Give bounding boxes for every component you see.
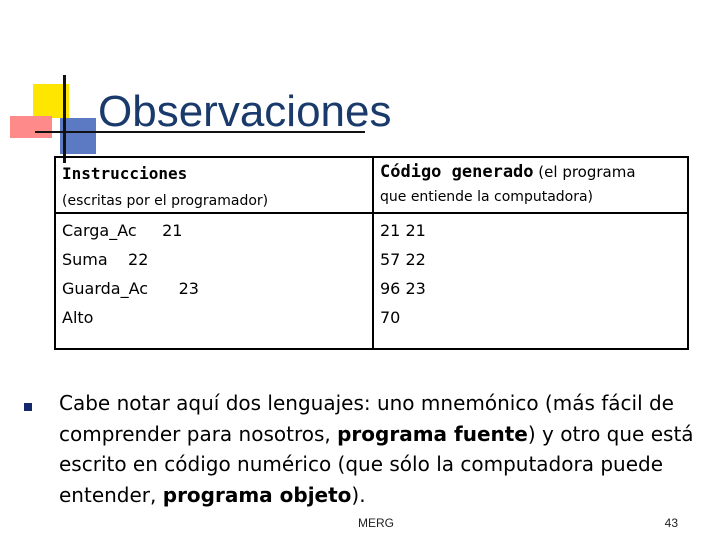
- header-generated-code: [380, 162, 636, 209]
- comparison-table: [54, 156, 689, 350]
- slide-title: Observaciones: [98, 87, 392, 136]
- code-row: 57 22: [380, 250, 426, 269]
- code-row: 70: [380, 308, 401, 327]
- bullet-text-part: ) y otro que está escrito en código numérico (que sólo la computadora puede entender,: [59, 421, 694, 507]
- header-code-title: Código generado: [380, 162, 534, 182]
- bullet-square-icon: [24, 403, 32, 411]
- header-instructions: [62, 162, 268, 213]
- instruction-row: Alto: [62, 308, 94, 327]
- logo-decoration: [0, 0, 100, 170]
- header-code-inline: (el programa: [533, 163, 636, 181]
- instruction-row: Suma 22: [62, 250, 149, 269]
- footer-author: MERG: [358, 516, 394, 530]
- footer-page-number: 43: [664, 516, 678, 530]
- bullet-text-part: ).: [351, 482, 366, 507]
- code-row: 21 21: [380, 221, 426, 240]
- instruction-row: Carga_Ac 21: [62, 221, 183, 240]
- header-code-subtitle: que entiende la computadora): [380, 189, 594, 205]
- logo-pink-square: [10, 116, 52, 138]
- code-column: [380, 216, 426, 332]
- bullet-text-part: Cabe notar aquí dos lenguajes: uno mnemónico (más fácil de comprender para nosotros,: [59, 391, 674, 446]
- bullet-bold-term: programa objeto: [162, 482, 352, 507]
- bullet-bold-term: programa fuente: [337, 421, 528, 446]
- logo-vertical-line: [63, 75, 66, 163]
- instruction-row: Guarda_Ac 23: [62, 279, 199, 298]
- instructions-column: [62, 216, 199, 332]
- table-column-divider: [372, 158, 374, 348]
- header-instructions-title: Instrucciones: [62, 164, 188, 183]
- bullet-paragraph: [59, 388, 699, 510]
- code-row: 96 23: [380, 279, 426, 298]
- header-instructions-subtitle: (escritas por el programador): [62, 193, 269, 209]
